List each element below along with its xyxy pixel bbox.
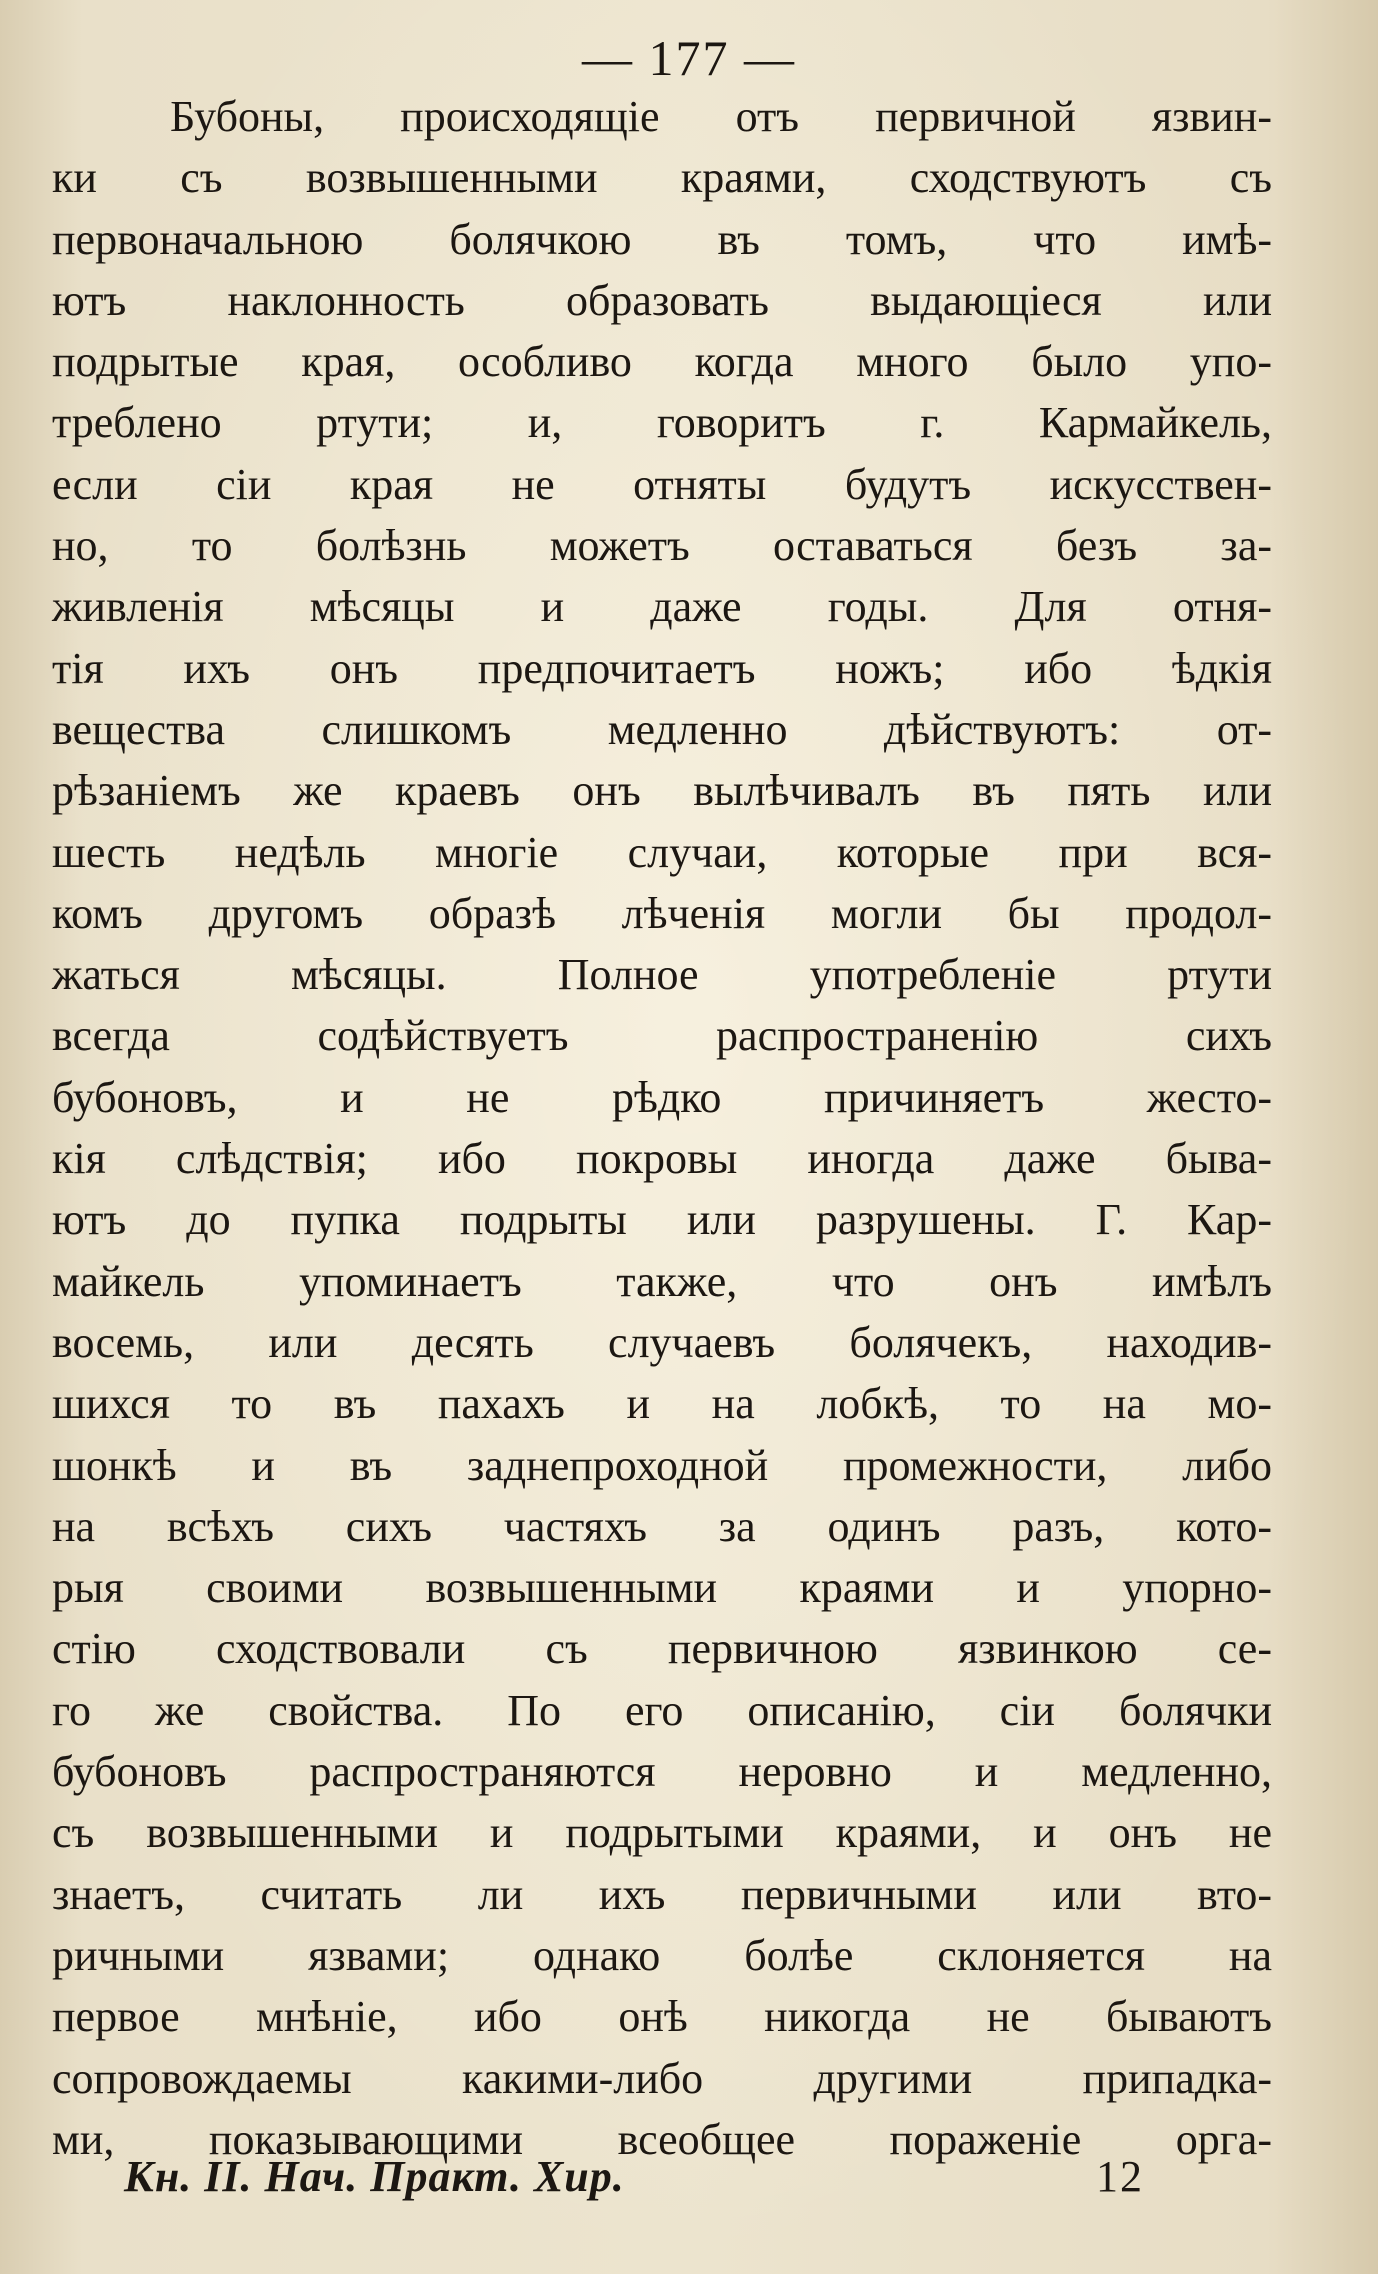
text-line: вещества слишкомъ медленно дѣйствуютъ: от- — [52, 704, 1272, 754]
text-line: ричными язвами; однако болѣе склоняется на — [52, 1930, 1272, 1980]
text-line: съ возвышенными и подрытыми краями, и онъ не — [52, 1808, 1272, 1858]
text-line: майкель упоминаетъ также, что онъ имѣлъ — [52, 1256, 1272, 1306]
text-line: шихся то въ пахахъ и на лобкѣ, то на мо- — [52, 1379, 1272, 1429]
text-line: сопровождаемы какими-либо другими припадка- — [52, 2053, 1272, 2103]
text-line: комъ другомъ образѣ лѣченія могли бы продол- — [52, 888, 1272, 938]
text-line: на всѣхъ сихъ частяхъ за одинъ разъ, кото- — [52, 1501, 1272, 1551]
text-line: ми, показывающими всеобщее пораженіе орга- — [52, 2114, 1272, 2164]
text-line: бубоновъ распространяются неровно и медленно, — [52, 1747, 1272, 1797]
text-line: ютъ наклонность образовать выдающіеся или — [52, 275, 1272, 325]
text-line: кія слѣдствія; ибо покровы иногда даже быва- — [52, 1134, 1272, 1184]
signature-mark: 12 — [1096, 2152, 1144, 2201]
text-line: рыя своими возвышенными краями и упорно- — [52, 1563, 1272, 1613]
text-line: живленія мѣсяцы и даже годы. Для отня- — [52, 582, 1272, 632]
text-line: тія ихъ онъ предпочитаетъ ножъ; ибо ѣдкія — [52, 643, 1272, 693]
page-number: — 177 — — [582, 30, 796, 86]
body-text — [52, 86, 1272, 2170]
text-line: первоначальною болячкою въ томъ, что имѣ- — [52, 214, 1272, 264]
text-line: но, то болѣзнь можетъ оставаться безъ за- — [52, 521, 1272, 571]
text-line: жаться мѣсяцы. Полное употребленіе ртути — [52, 950, 1272, 1000]
text-line: рѣзаніемъ же краевъ онъ вылѣчивалъ въ пять или — [52, 766, 1272, 816]
text-line: первое мнѣніе, ибо онѣ никогда не бываютъ — [52, 1992, 1272, 2042]
text-line: стію сходствовали съ первичною язвинкою се- — [52, 1624, 1272, 1674]
text-line: восемь, или десять случаевъ болячекъ, находив- — [52, 1317, 1272, 1367]
text-line: шесть недѣль многіе случаи, которые при вся- — [52, 827, 1272, 877]
text-line: треблено ртути; и, говоритъ г. Кармайкель, — [52, 398, 1272, 448]
text-line: всегда содѣйствуетъ распространенію сихъ — [52, 1011, 1272, 1061]
text-line: подрытые края, особливо когда много было упо- — [52, 337, 1272, 387]
text-line: го же свойства. По его описанію, сіи болячки — [52, 1685, 1272, 1735]
text-line: ки съ возвышенными краями, сходствуютъ съ — [52, 153, 1272, 203]
book-title: Кн. II. Нач. Практ. Хир. — [124, 2152, 625, 2201]
text-line: ютъ до пупка подрыты или разрушены. Г. Кар- — [52, 1195, 1272, 1245]
text-line: если сіи края не отняты будутъ искусствен- — [52, 459, 1272, 509]
text-line: бубоновъ, и не рѣдко причиняетъ жесто- — [52, 1072, 1272, 1122]
text-line: Бубоны, происходящіе отъ первичной язвин- — [170, 92, 1272, 141]
text-line: знаетъ, считать ли ихъ первичными или вто- — [52, 1869, 1272, 1919]
text-line: шонкѣ и въ заднепроходной промежности, либо — [52, 1440, 1272, 1490]
page-footer — [0, 2142, 1378, 2212]
